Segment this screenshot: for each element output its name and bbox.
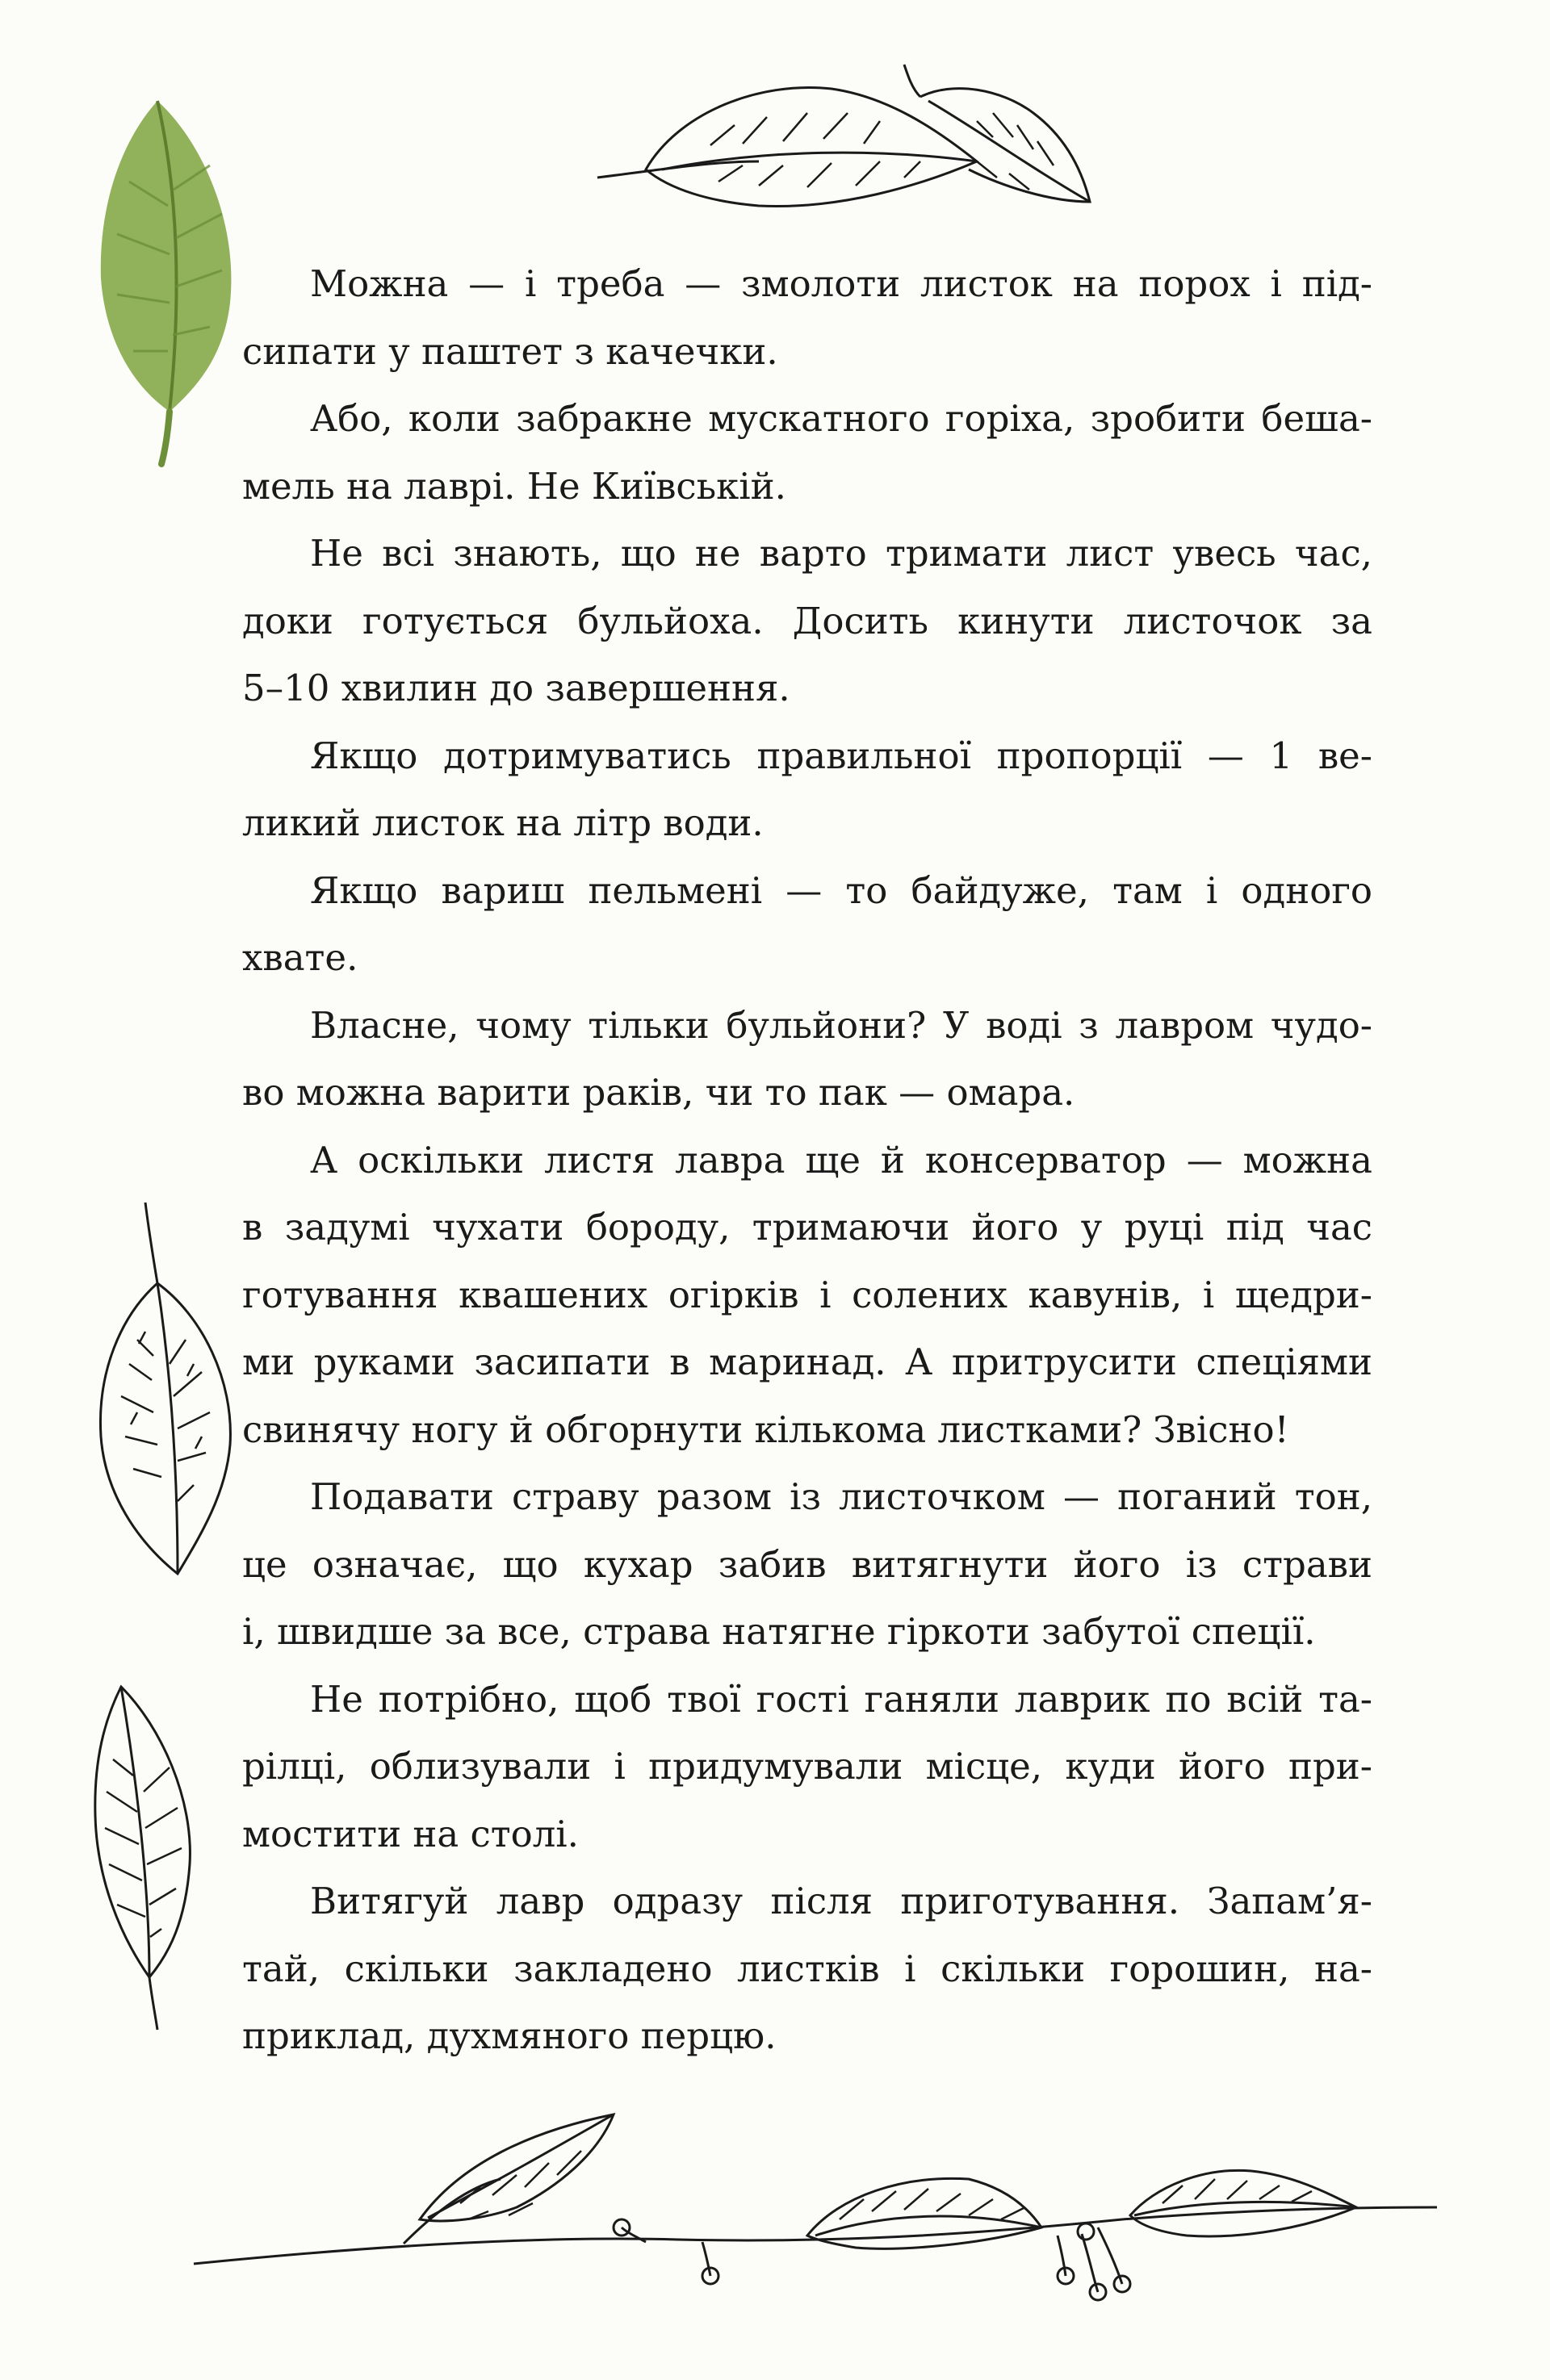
- paragraph: [242, 857, 1372, 992]
- text-line: Подавати страву разом із листочком — поганий тон,: [310, 1475, 1372, 1518]
- text-line: ликий листок на літр води.: [242, 801, 764, 844]
- ink-leaf-left-1-icon: [89, 1203, 242, 1590]
- paragraph: [242, 1127, 1372, 1464]
- paragraph: [242, 385, 1372, 520]
- text-line: Витягуй лавр одразу після приготування. Запам’я-: [310, 1880, 1372, 1922]
- ink-leaf-left-2-icon: [81, 1679, 210, 2034]
- text-line: в задумі чухати бороду, тримаючи його у руці під час: [242, 1206, 1372, 1249]
- text-line: це означає, що кухар забив витягнути його із страви: [242, 1542, 1372, 1586]
- ink-branch-bottom-icon: [194, 2098, 1453, 2324]
- paragraph: [242, 1463, 1372, 1666]
- text-line: готування квашених огірків і солених кавунів, і щедри-: [242, 1273, 1372, 1316]
- text-line: Власне, чому тільки бульйони? У воді з лавром чудо-: [310, 1003, 1372, 1047]
- text-line: доки готується бульйоха. Досить кинути листочок за: [242, 599, 1372, 642]
- text-line: Якщо дотримуватись правильної пропорції — 1 ве-: [310, 734, 1372, 777]
- text-line: Не всі знають, що не варто тримати лист увесь час,: [310, 532, 1372, 575]
- text-line: во можна варити раків, чи то пак — омара.: [242, 1071, 1075, 1114]
- paragraph: [242, 250, 1372, 385]
- text-line: ми руками засипати в маринад. А притрусити спеціями: [242, 1341, 1372, 1383]
- paragraph: [242, 1666, 1372, 1868]
- text-line: Не потрібно, щоб твої гості ганяли лаврик по всій та-: [310, 1677, 1372, 1721]
- green-bay-leaf-icon: [81, 93, 258, 472]
- text-line: свинячу ногу й обгорнути кількома листками? Звісно!: [242, 1408, 1289, 1451]
- text-line: тай, скільки закладено листків і скільки горошин, на-: [242, 1947, 1372, 1990]
- paragraph: [242, 722, 1372, 857]
- text-line: Можна — і треба — змолоти листок на порох і під-: [310, 262, 1372, 305]
- text-line: Або, коли забракне мускатного горіха, зробити беша-: [310, 397, 1372, 440]
- text-line: 5–10 хвилин до завершення.: [242, 667, 790, 709]
- text-line: Якщо вариш пельмені — то байдуже, там і одного: [310, 868, 1372, 912]
- body-text: [242, 250, 1372, 2070]
- text-line: мостити на столі.: [242, 1812, 579, 1855]
- text-line: приклад, духмяного перцю.: [242, 2014, 777, 2057]
- text-line: мель на лаврі. Не Київській.: [242, 464, 786, 508]
- paragraph: [242, 520, 1372, 722]
- text-line: і, швидше за все, страва натягне гіркоти забутої спеції.: [242, 1610, 1316, 1653]
- text-line: рілці, облизували і придумували місце, куди його при-: [242, 1745, 1372, 1788]
- text-line: хвате.: [242, 936, 358, 979]
- paragraph: [242, 1868, 1372, 2070]
- text-line: сипати у паштет з качечки.: [242, 329, 778, 373]
- ink-leaves-top-icon: [597, 48, 1098, 226]
- text-line: А оскільки листя лавра ще й консерватор — можна: [310, 1138, 1372, 1182]
- paragraph: [242, 992, 1372, 1127]
